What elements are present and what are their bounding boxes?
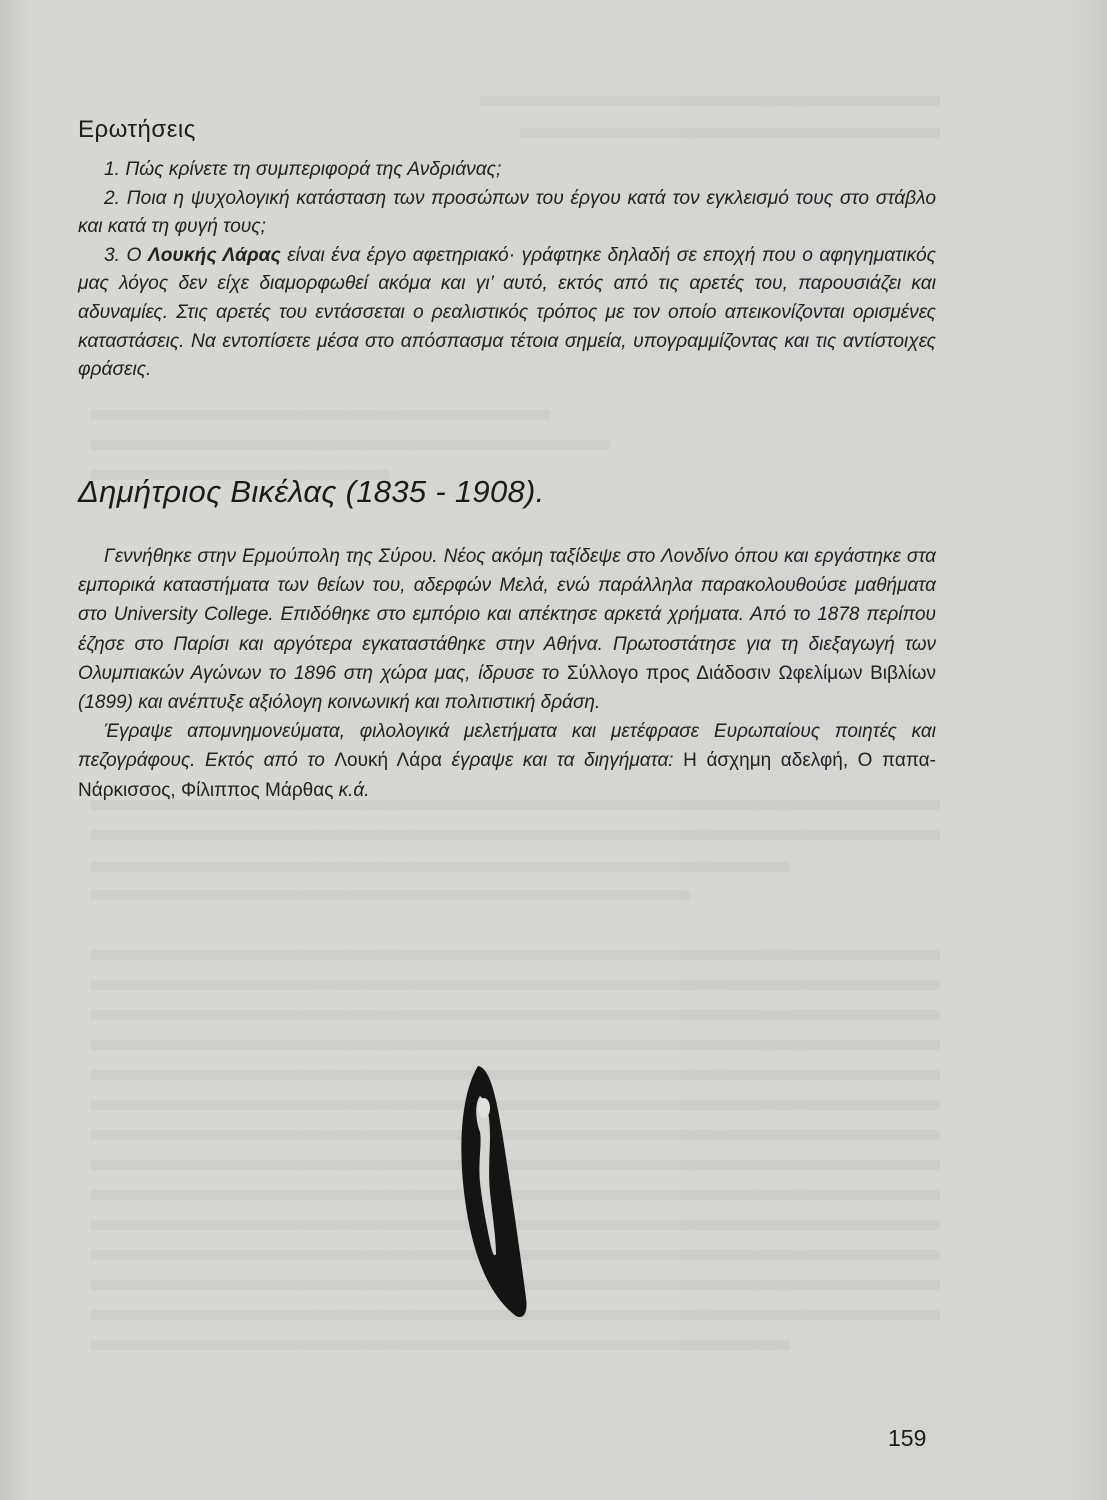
bio-text: κ.ά. [333,779,370,801]
novel-title: Λουκής Λάρας [147,244,281,266]
question-number: 3. [104,244,121,266]
bio-text: έγραψε και τα διηγήματα: [442,750,684,772]
work-title: Λουκή Λάρα [334,750,443,772]
question-text: Πώς κρίνετε τη συμπεριφορά της Ανδριάνας; [125,159,502,180]
bio-text: Έγραψε απομνημονεύματα, φιλολογικά μελετήματα και μετέφρασε Ευρωπαίους ποιητές και πεζογράφους. Εκτός από το [78,721,936,772]
question-text-pre: Ο [126,244,148,266]
figure-ornament-icon [450,1062,530,1320]
question-number: 2. [104,187,121,209]
questions-list [78,156,936,385]
bio-paragraph [78,717,936,805]
society-name: Σύλλογο προς Διάδοσιν Ωφελίμων Βιβλίων [566,662,936,684]
bio-text: (1899) και ανέπτυξε αξιόλογη κοινωνική και πολιτιστική δράση. [78,692,601,714]
question-text: είναι ένα έργο αφετηριακό· γράφτηκε δηλαδή σε εποχή που ο αφηγηματικός μας λόγος δεν είχε διαμορφωθεί ακόμα και γι’ αυτό, εκτός από τις αρετές του, παρουσιάζει και αδυναμίες. Στις αρετές του εντάσσεται ο ρεαλιστικός τρόπος με τον οποίο απεικονίζονται ορισμένες καταστάσεις. Να εντοπίσετε μέσα στο απόσπασμα τέτοια σημεία, υπογραμμίζοντας και τις αντίστοιχες φράσεις. [78,244,936,381]
work-titles-list: Η άσχημη αδελφή, Ο παπα-Νάρκισσος, Φίλιππος Μάρθας [78,750,936,801]
question-item [78,156,936,185]
question-text: Ποια η ψυχολογική κατάσταση των προσώπων του έργου κατά τον εγκλεισμό τους στο στάβλο και κατά τη φυγή τους; [78,187,936,238]
questions-heading: Ερωτήσεις [78,116,196,143]
bio-paragraph [78,542,936,717]
page-number: 159 [888,1425,927,1451]
question-item [78,242,936,385]
author-biography [78,542,936,805]
question-item [78,185,936,242]
bio-text: Γεννήθηκε στην Ερμούπολη της Σύρου. Νέος ακόμη ταξίδεψε στο Λονδίνο όπου και εργάστηκε στα εμπορικά καταστήματα των θείων του, αδερφών Μελά, ενώ παράλληλα παρακολουθούσε μαθήματα στο University College. Επιδόθηκε στο εμπόριο και απέκτησε αρκετά χρήματα. Από το 1878 περίπου έζησε στο Παρίσι και αργότερα εγκαταστάθηκε στην Αθήνα. Πρωτοστάτησε για τη διεξαγωγή των Ολυμπιακών Αγώνων το 1896 στη χώρα μας, ίδρυσε το [78,546,936,684]
question-number: 1. [104,159,121,180]
author-heading: Δημήτριος Βικέλας (1835 - 1908). [78,474,545,509]
